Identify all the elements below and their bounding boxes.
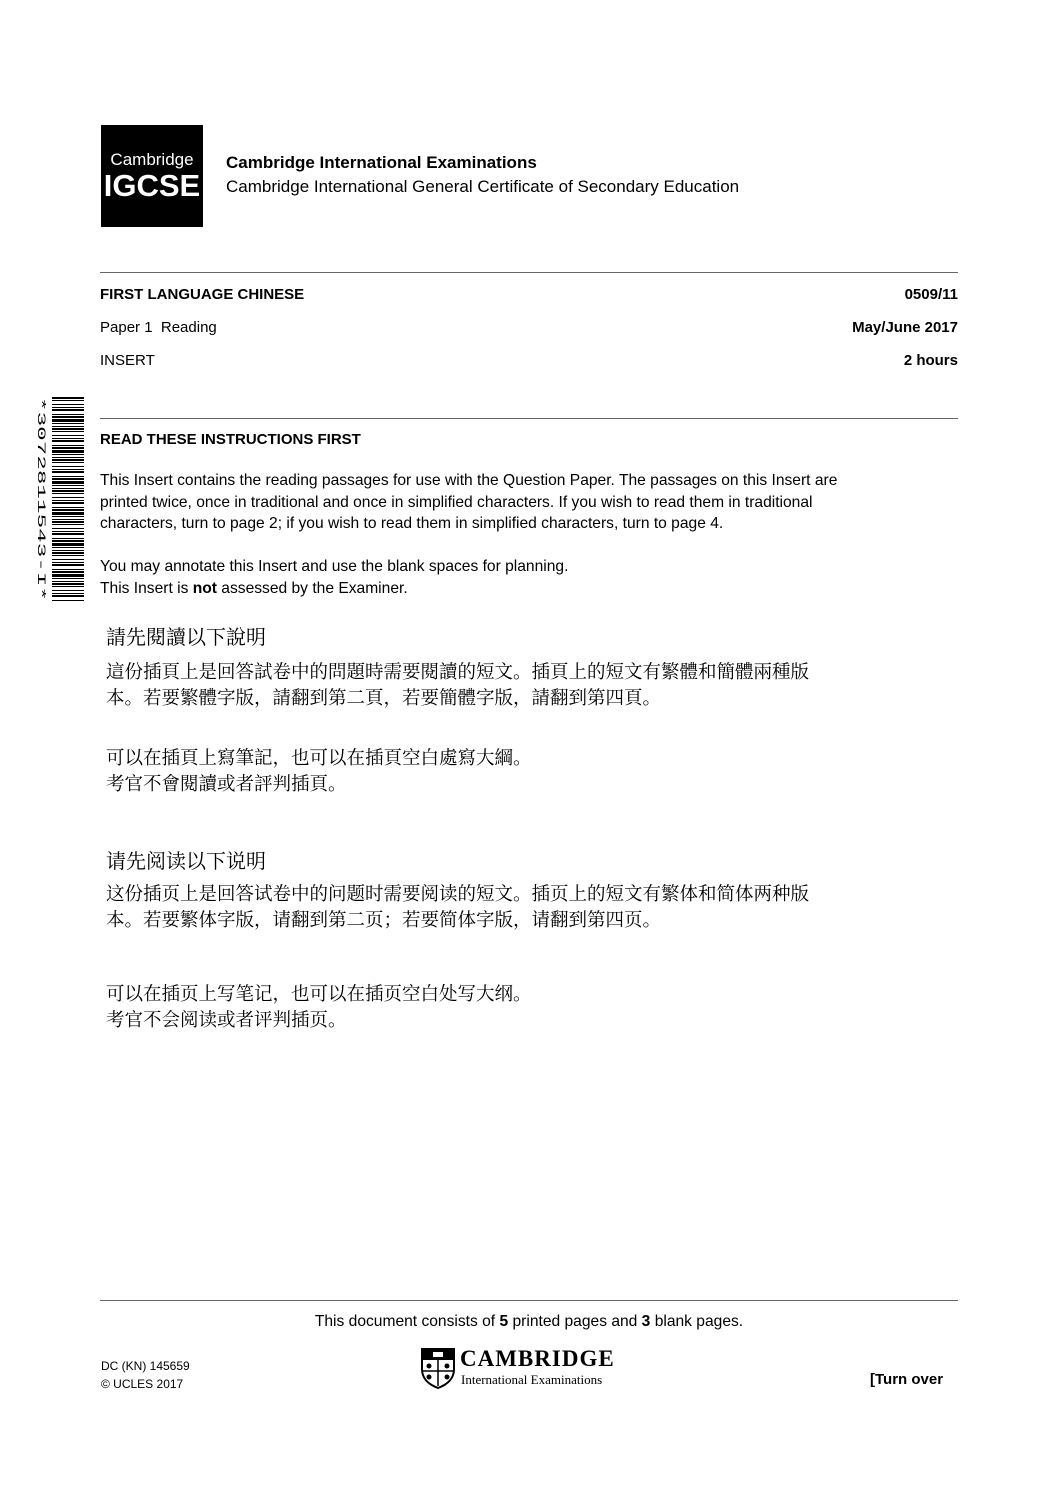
barcode-bar [52,533,84,535]
barcode-bar [52,445,84,446]
barcode-bar [52,583,84,585]
document-type: INSERT [100,352,155,369]
barcode-bar [52,559,84,560]
barcode-bar [52,540,84,542]
exam-session: May/June 2017 [852,319,958,336]
barcode-bar [52,528,84,529]
barcode-bar [52,481,84,484]
page-count-note [0,1313,1058,1331]
barcode-bar [52,562,84,563]
barcode-bar [52,485,84,486]
cambridge-wordmark: CAMBRIDGE [460,1346,615,1371]
insert-row [100,352,958,369]
barcode-bar [52,450,84,453]
traditional-line: 考官不會閱讀或者評判插頁。 [106,774,347,795]
instructions-line: You may annotate this Insert and use the blank spaces for planning. [100,558,569,575]
barcode-bar [52,524,84,525]
barcode-bar [52,500,84,501]
simplified-heading: 请先阅读以下说明 [106,849,266,873]
text-part: This Insert is [100,579,193,597]
barcode-bar [52,490,84,492]
barcode-bar [52,595,84,597]
barcode-bar [52,431,84,432]
emphasis-not: not [192,579,217,597]
certificate-name: Cambridge International General Certificate of Secondary Education [226,177,740,196]
copyright: © UCLES 2017 [101,1377,184,1391]
text-part: assessed by the Examiner. [216,579,408,597]
barcode-bar [52,457,84,458]
traditional-line: 可以在插頁上寫筆記，也可以在插頁空白處寫大綱。 [106,748,532,769]
barcode-bar [52,502,84,504]
barcode-bar [52,440,84,442]
divider-footer [100,1300,958,1301]
barcode-bar [52,462,84,463]
instructions-paragraph-1 [100,470,960,535]
barcode-bar [52,407,84,408]
barcode-bar [52,507,84,508]
traditional-heading: 請先閱讀以下說明 [106,625,266,649]
barcode [34,397,84,601]
traditional-line: 這份插頁上是回答試卷中的問題時需要閱讀的短文。插頁上的短文有繁體和簡體兩種版 [106,662,810,683]
blank-page-count: 3 [641,1313,651,1330]
barcode-bar [52,569,84,570]
barcode-bar [52,516,84,517]
simplified-paragraph-2 [106,982,966,1034]
divider-middle [100,418,958,419]
divider-top [100,272,958,273]
cambridge-crest-icon [420,1347,456,1389]
barcode-bar [52,409,84,411]
barcode-bar [52,493,84,494]
instructions-line [100,578,960,600]
barcode-bar [52,476,84,477]
barcode-bar [52,519,84,520]
barcode-bar [52,397,84,399]
barcode-bar [52,416,84,418]
barcode-bar [52,447,84,449]
logo-line2: IGCSE [103,168,201,203]
barcode-bar [52,419,84,422]
barcode-bar [52,538,84,539]
barcode-bar [52,497,84,498]
simplified-line: 这份插页上是回答试卷中的问题时需要阅读的短文。插页上的短文有繁体和简体两种版 [106,884,810,905]
barcode-bar [52,543,84,546]
subject-row [100,286,958,303]
text-part: blank pages. [650,1313,744,1330]
turn-over-label: [Turn over [870,1371,944,1388]
barcode-bar [52,521,84,523]
barcode-bar [52,552,84,554]
instructions-line: printed twice, once in traditional and once in simplified characters. If you wish to read them in traditional [100,493,813,511]
barcode-bar [52,512,84,515]
barcode-bar [52,590,84,591]
traditional-paragraph-1 [106,660,966,712]
barcode-bars [52,397,84,601]
paper-code: 0509/11 [904,286,958,303]
cambridge-subtitle: International Examinations [461,1372,603,1387]
barcode-bar [52,471,84,473]
duration: 2 hours [903,352,958,369]
barcode-bar [52,578,84,579]
barcode-text: *3072811543-I* [34,397,46,490]
paper-name: Paper 1 Reading [100,319,217,336]
barcode-bar [52,586,84,587]
barcode-bar [52,423,84,424]
instructions-paragraph-2 [100,556,960,599]
organisation-name: Cambridge International Examinations [226,153,537,172]
simplified-paragraph-1 [106,882,966,934]
document-code: DC (KN) 145659 [101,1359,190,1373]
barcode-bar [52,555,84,556]
barcode-bar [52,469,84,470]
logo-line1: Cambridge [110,150,194,169]
barcode-bar [52,459,84,461]
text-part: This document consists of [314,1313,500,1330]
text-part: printed pages and [508,1313,642,1330]
barcode-bar [52,574,84,577]
barcode-bar [52,400,84,401]
instructions-line: characters, turn to page 2; if you wish to read them in simplified characters, turn to page 4. [100,515,724,532]
barcode-bar [52,435,84,436]
barcode-bar [52,564,84,566]
subject-title: FIRST LANGUAGE CHINESE [100,286,305,303]
barcode-bar [52,466,84,467]
barcode-bar [52,488,84,489]
barcode-bar [52,426,84,427]
simplified-line: 可以在插页上写笔记，也可以在插页空白处写大纲。 [106,984,532,1005]
instructions-line: This Insert contains the reading passages for use with the Question Paper. The passages on this Insert are [100,472,838,489]
barcode-bar [52,428,84,430]
barcode-bar [52,550,84,551]
barcode-bar [52,531,84,532]
printed-page-count: 5 [499,1313,509,1330]
document-codes [101,1357,190,1393]
barcode-bar [52,454,84,455]
barcode-bar [52,547,84,548]
barcode-bar [52,509,84,511]
barcode-bar [52,600,84,601]
barcode-bar [52,404,84,405]
barcode-bar [52,438,84,439]
barcode-bar [52,593,84,594]
instructions-heading: READ THESE INSTRUCTIONS FIRST [100,431,361,448]
paper-row [100,319,958,336]
igcse-logo [101,125,203,227]
barcode-bar [52,571,84,573]
traditional-paragraph-2 [106,746,966,798]
simplified-line: 考官不会阅读或者评判插页。 [106,1010,347,1031]
barcode-bar [52,581,84,582]
barcode-bar [52,478,84,480]
simplified-line: 本。若要繁体字版，请翻到第二页；若要简体字版，请翻到第四页。 [106,910,662,931]
traditional-line: 本。若要繁體字版，請翻到第二頁，若要簡體字版，請翻到第四頁。 [106,688,662,709]
barcode-bar [52,414,84,415]
